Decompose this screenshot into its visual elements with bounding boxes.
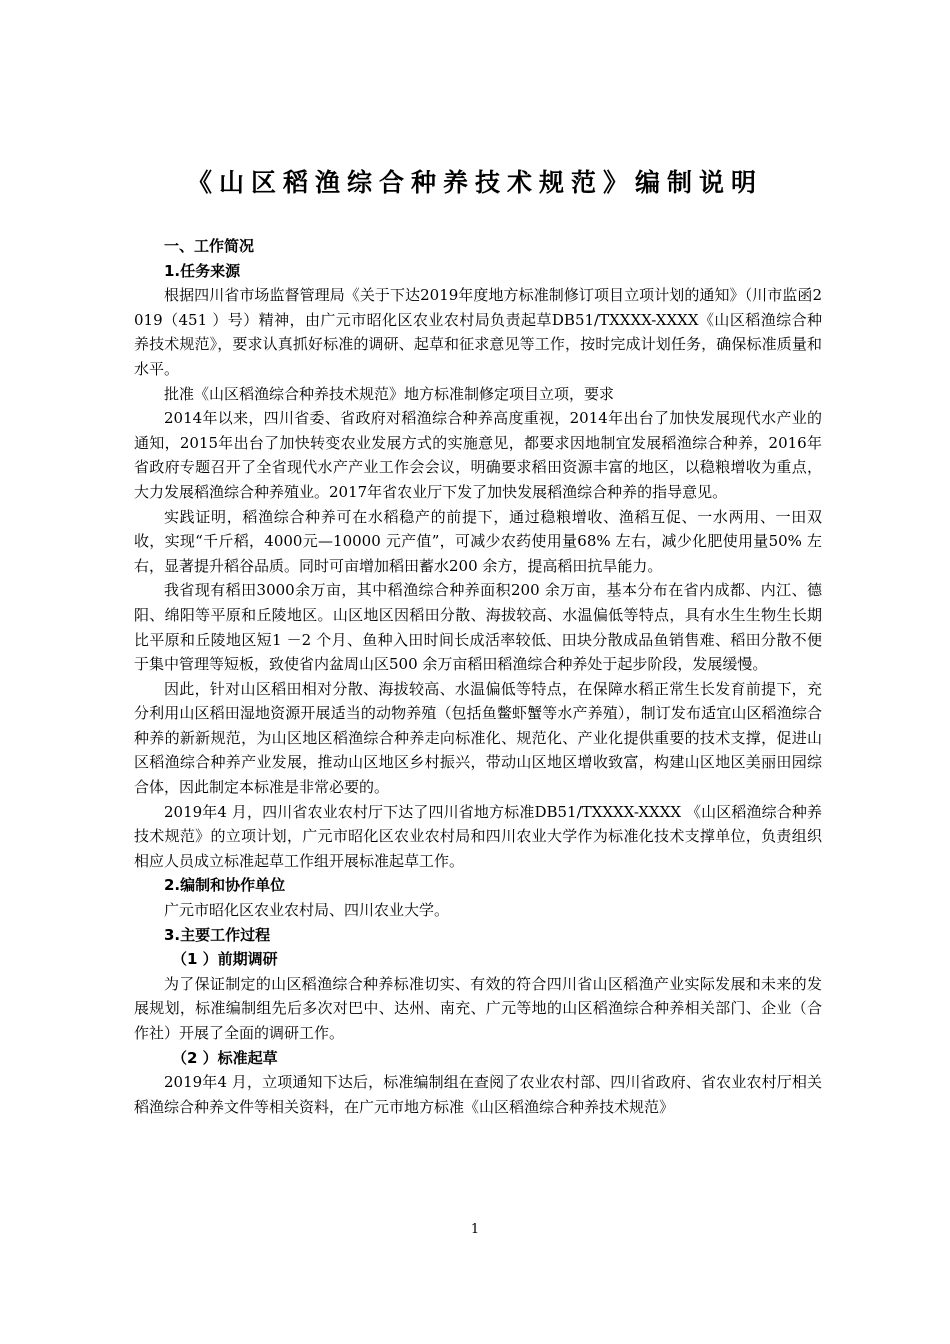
subsection-heading-task-source: 1.任务来源 (164, 261, 241, 280)
sub-subsection-heading-drafting: （2 ）标准起草 (172, 1048, 278, 1067)
paragraph: 批准《山区稻渔综合种养技术规范》地方标准制修定项目立项，要求 (164, 384, 615, 403)
paragraph: 为了保证制定的山区稻渔综合种养标准切实、有效的符合四川省山区稻渔产业实际发展和未来的发展规划，标准编制组先后多次对巴中、达州、南充、广元等地的山区稻渔综合种养相关部门、企业（合作社）开展了全面的调研工作。 (134, 974, 822, 1042)
subsection-heading-units: 2.编制和协作单位 (164, 876, 286, 895)
sub-subsection-heading-research: （1 ）前期调研 (172, 950, 278, 969)
paragraph: 2019年4 月，四川省农业农村厅下达了四川省地方标准DB51/TXXXX-XXXX 《山区稻渔综合种养技术规范》的立项计划，广元市昭化区农业农村局和四川农业大学作为标准化技术支撑单位，负责组织相应人员成立标准起草工作组开展标准起草工作。 (134, 802, 822, 870)
paragraph: 2014年以来，四川省委、省政府对稻渔综合种养高度重视，2014年出台了加快发展现代水产业的通知，2015年出台了加快转变农业发展方式的实施意见，都要求因地制宜发展稻渔综合种养，2016年省政府专题召开了全省现代水产产业工作会会议，明确要求稻田资源丰富的地区，以稳粮增收为重点，大力发展稻渔综合种养殖业。2017年省农业厅下发了加快发展稻渔综合种养的指导意见。 (134, 409, 822, 501)
paragraph: 我省现有稻田3000余万亩，其中稻渔综合种养面积200 余万亩，基本分布在省内成都、内江、德阳、绵阳等平原和丘陵地区。山区地区因稻田分散、海拔较高、水温偏低等特点，具有水生生物生长期比平原和丘陵地区短1 －2 个月、鱼种入田时间长成活率较低、田块分散成品鱼销售难、稻田分散不便于集中管理等短板，致使省内盆周山区500 余万亩稻田稻渔综合种养处于起步阶段，发展缓慢。 (134, 581, 822, 674)
paragraph: 实践证明，稻渔综合种养可在水稻稳产的前提下，通过稳粮增收、渔稻互促、一水两用、一田双收，实现“千斤稻，4000元—10000 元产值”，可减少农药使用量68% 左右，减少化肥使用量50% 左右，显著提升稻谷品质。同时可亩增加稻田蓄水200 余方，提高稻田抗旱能力。 (134, 507, 822, 575)
paragraph: 2019年4 月，立项通知下达后，标准编制组在查阅了农业农村部、四川省政府、省农业农村厅相关稻渔综合种养文件等相关资料，在广元市地方标准《山区稻渔综合种养技术规范》 (134, 1073, 822, 1116)
page-number: 1 (470, 1222, 480, 1237)
section-heading-work-overview: 一、工作简况 (164, 237, 255, 255)
document-body (134, 234, 822, 1119)
paragraph: 因此，针对山区稻田相对分散、海拔较高、水温偏低等特点，在保障水稻正常生长发育前提下，充分利用山区稻田湿地资源开展适当的动物养殖（包括鱼鳖虾蟹等水产养殖），制订发布适宜山区稻渔综合种养的新新规范，为山区地区稻渔综合种养走向标准化、规范化、产业化提供重要的技术支撑，促进山区稻渔综合种养产业发展，推动山区地区乡村振兴，带动山区地区增收致富，构建山区地区美丽田园综合体，因此制定本标准是非常必要的。 (134, 679, 822, 797)
paragraph: 根据四川省市场监督管理局《关于下达2019年度地方标准制修订项目立项计划的通知》（川市监函2019（451 ）号）精神，由广元市昭化区农业农村局负责起草DB51/TXXXX-XXXX《山区稻渔综合种养技术规范》，要求认真抓好标准的调研、起草和征求意见等工作，按时完成计划任务，确保标准质量和水平。 (134, 286, 822, 378)
paragraph: 广元市昭化区农业农村局、四川农业大学。 (164, 901, 450, 920)
subsection-heading-work-process: 3.主要工作过程 (164, 925, 271, 944)
document-title: 《山区稻渔综合种养技术规范》编制说明 (186, 168, 763, 197)
